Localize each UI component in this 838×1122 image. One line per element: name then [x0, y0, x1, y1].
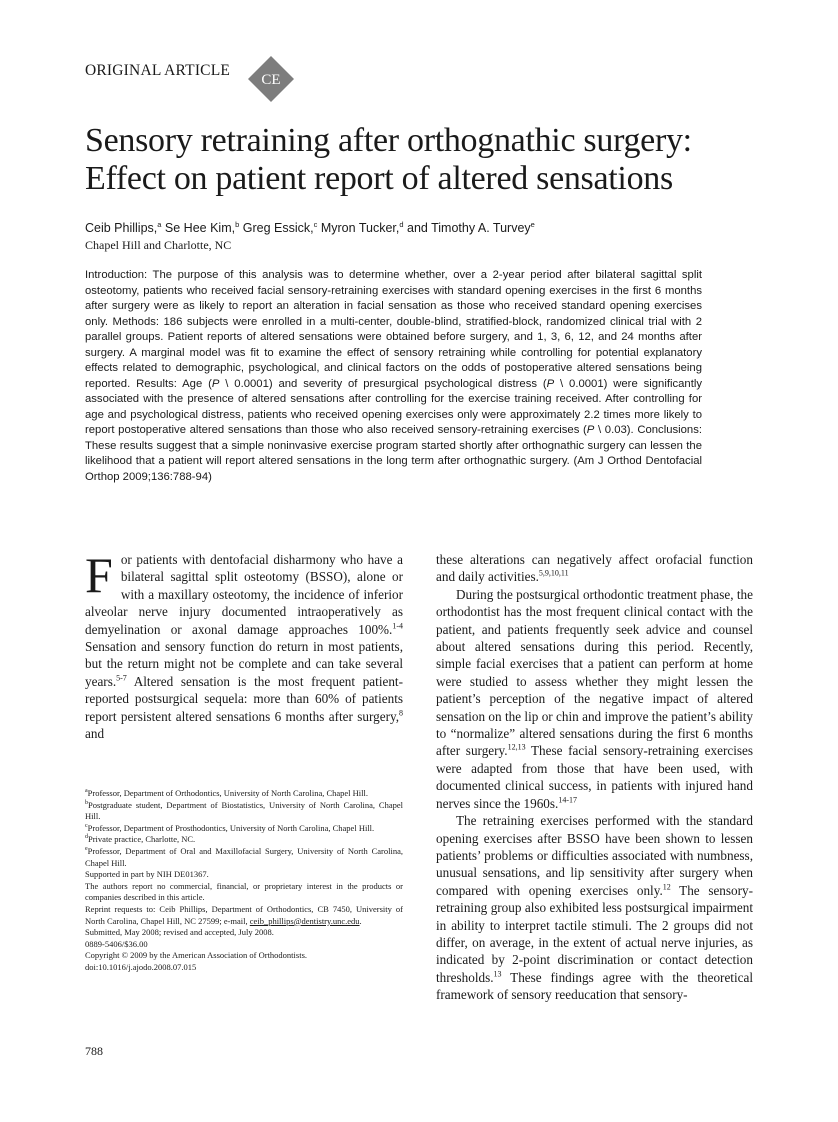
author-name: and Timothy A. Turvey	[407, 221, 531, 236]
author-name: Myron Tucker,	[320, 221, 400, 236]
citation-ref: 12,13	[507, 743, 526, 753]
author-affiliation: a	[157, 220, 162, 229]
author-affiliation: e	[530, 220, 535, 229]
abstract-text: Introduction: The purpose of this analysis was to determine whether, over a 2-year period after bilateral sagittal split osteotomy, patients who received facial sensory-retraining exercises with standard opening exercises in the first 6 months after surgery were as likely to report an alteration in facial sensation as those who received standard opening exercises only. Methods: 186 subjects were enrolled in a multi-center, double-blind, stratified-block, randomized clinical trial with 2 parallel groups. Patient reports of altered sensations were obtained before surgery, and 1, 3, 6, 12, and 24 months after surgery. A marginal model was fit to examine the effect of sensory retraining while controlling for potential explanatory effects related to demographic, psychological, and clinical factors on the odds of postoperative altered sensations being reported. Results: Age (	[85, 269, 702, 390]
abstract	[85, 268, 702, 485]
email-link[interactable]: ceib_phillips@dentistry.unc.edu	[249, 915, 360, 926]
article-title	[85, 122, 765, 198]
footnote-affiliation: $^c$Professor, Department of Prosthodontics, University of North Carolina, Chapel Hill.	[85, 822, 375, 833]
footnote-affiliation: $^e$Professor, Department of Oral and Maxillofacial Surgery, University of North Carolina, Chapel Hill.	[85, 845, 403, 868]
body-text: these alterations can negatively affect orofacial function and daily activities.	[436, 552, 753, 585]
title-line-2: Effect on patient report of altered sensations	[85, 160, 673, 197]
footnotes	[85, 788, 403, 974]
body-text: These findings agree with the theoretical framework of sensory reeducation that sensory-	[436, 969, 753, 1003]
ce-badge-text: CE	[261, 72, 281, 88]
abstract-p-symbol: P	[586, 424, 595, 436]
section-label: ORIGINAL ARTICLE	[85, 62, 231, 79]
citation-ref: 13	[493, 969, 502, 979]
body-text: or patients with dentofacial disharmony who have a bilateral sagittal split osteotomy (BSSO), alone or with a maxillary osteotomy, the incidence of inferior alveolar nerve injury documented intraoperatively as demyelination or axonal damage approaches 100%.	[85, 552, 403, 637]
title-line-1: Sensory retraining after orthognathic surgery:	[85, 122, 692, 159]
abstract-p-symbol: P	[211, 377, 220, 390]
footnote-affiliation: $^d$Private practice, Charlotte, NC.	[85, 834, 196, 845]
citation-ref: 14-17	[558, 795, 577, 805]
abstract-p-symbol: P	[546, 377, 555, 390]
footnote-affiliation: $^a$Professor, Department of Orthodontics, University of North Carolina, Chapel Hill.	[85, 788, 369, 798]
footnote-reprint: Reprint requests to: Ceib Phillips, Department of Orthodontics, CB 7450, University of North Carolina, Chapel Hill, NC 27599; e-mail, ceib_phillips@dentistry.unc.edu.	[85, 903, 403, 926]
footnote-support: Supported in part by NIH DE01367.	[85, 869, 209, 880]
ce-badge-icon	[247, 55, 295, 103]
footnote-issn: 0889-5406/$36.00	[85, 938, 148, 949]
body-paragraph	[436, 586, 753, 812]
body-paragraph	[85, 547, 403, 742]
author-list	[85, 220, 535, 235]
author-name: Ceib Phillips,	[85, 221, 158, 236]
body-text: These facial sensory-retraining exercises were adapted from those that have been used, with documented clinical success, in patients with injured hand nerves since the 1960s.	[436, 743, 753, 811]
footnote-submitted: Submitted, May 2008; revised and accepted, July 2008.	[85, 927, 274, 938]
citation-ref: 5-7	[116, 673, 127, 683]
drop-cap: F	[85, 547, 113, 603]
footnote-affiliation: $^b$Postgraduate student, Department of Biostatistics, University of North Carolina, Chapel Hill.	[85, 799, 403, 822]
body-text: and	[85, 726, 105, 742]
footnote-conflict-of-interest: The authors report no commercial, financial, or proprietary interest in the products or companies described in this article.	[85, 880, 403, 903]
page-number: 788	[85, 1044, 103, 1058]
footnote-doi: doi:10.1016/j.ajodo.2008.07.015	[85, 961, 197, 972]
body-text: The sensory-retraining group also exhibited less postsurgical impairment in ability to interpret tactile stimuli. The 2 groups did not differ, on average, in the extent of actual nerve injuries, as indicated by 2-point discrimination or contact detection thresholds.	[436, 882, 753, 985]
body-text: Altered sensation is the most frequent patient-reported postsurgical sequela: more than 60% of patients report persistent altered sensations 6 months after surgery,	[85, 673, 403, 724]
abstract-text: \ 0.0001) were significantly associated with the presence of altered sensations after controlling for the exercise training received. After controlling for age and psychological distress, patients who received opening exercises only were approximately 2.2 times more likely to report postoperative altered sensations than those who also received sensory-retraining exercises (	[85, 377, 702, 436]
author-name: Se Hee Kim,	[164, 221, 236, 236]
body-text: The retraining exercises performed with the standard opening exercises after BSSO have been shown to lessen patients’ problems or difficulties associated with numbness, unusual sensations, and lip sensitivity after surgery when compared with opening exercises only.	[436, 813, 753, 898]
author-affiliation: c	[313, 220, 318, 229]
body-text: Sensation and sensory function do return in most patients, but the return might not be complete and can take several years.	[85, 639, 403, 689]
author-affiliation: b	[235, 220, 240, 229]
body-paragraph	[436, 551, 753, 586]
author-name: Greg Essick,	[242, 221, 314, 236]
citation-ref: 8	[399, 708, 403, 718]
body-text: During the postsurgical orthodontic treatment phase, the orthodontist has the most frequent clinical contact with the patient, and patients frequently seek advice and counsel about altered sensations during this period. Recently, simple facial exercises that a patient can perform at home were studied to assess whether they might lessen the patient’s perception of the negative impact of altered sensation on the lip or chin and improve the patient’s ability to “normalize” altered sensations during the first 6 months after surgery.	[436, 586, 753, 759]
citation-ref: 12	[662, 882, 671, 892]
author-affiliation: d	[399, 220, 404, 229]
abstract-text: \ 0.03). Conclusions: These results suggest that a simple noninvasive exercise program started shortly after orthognathic surgery can lessen the likelihood that a patient will report altered sensations in the long term after orthognathic surgery. (Am J Orthod Dentofacial Orthop 2009;136:788-94)	[85, 424, 702, 483]
abstract-text: \ 0.0001) and severity of presurgical psychological distress (	[219, 377, 547, 390]
body-paragraph	[436, 812, 753, 1003]
body-column-left	[85, 547, 403, 742]
citation-ref: 1-4	[392, 621, 403, 631]
body-column-right	[436, 551, 753, 1004]
author-location: Chapel Hill and Charlotte, NC	[85, 238, 232, 252]
citation-ref: 5,9,10,11	[538, 569, 569, 579]
footnote-copyright: Copyright © 2009 by the American Association of Orthodontists.	[85, 950, 308, 961]
